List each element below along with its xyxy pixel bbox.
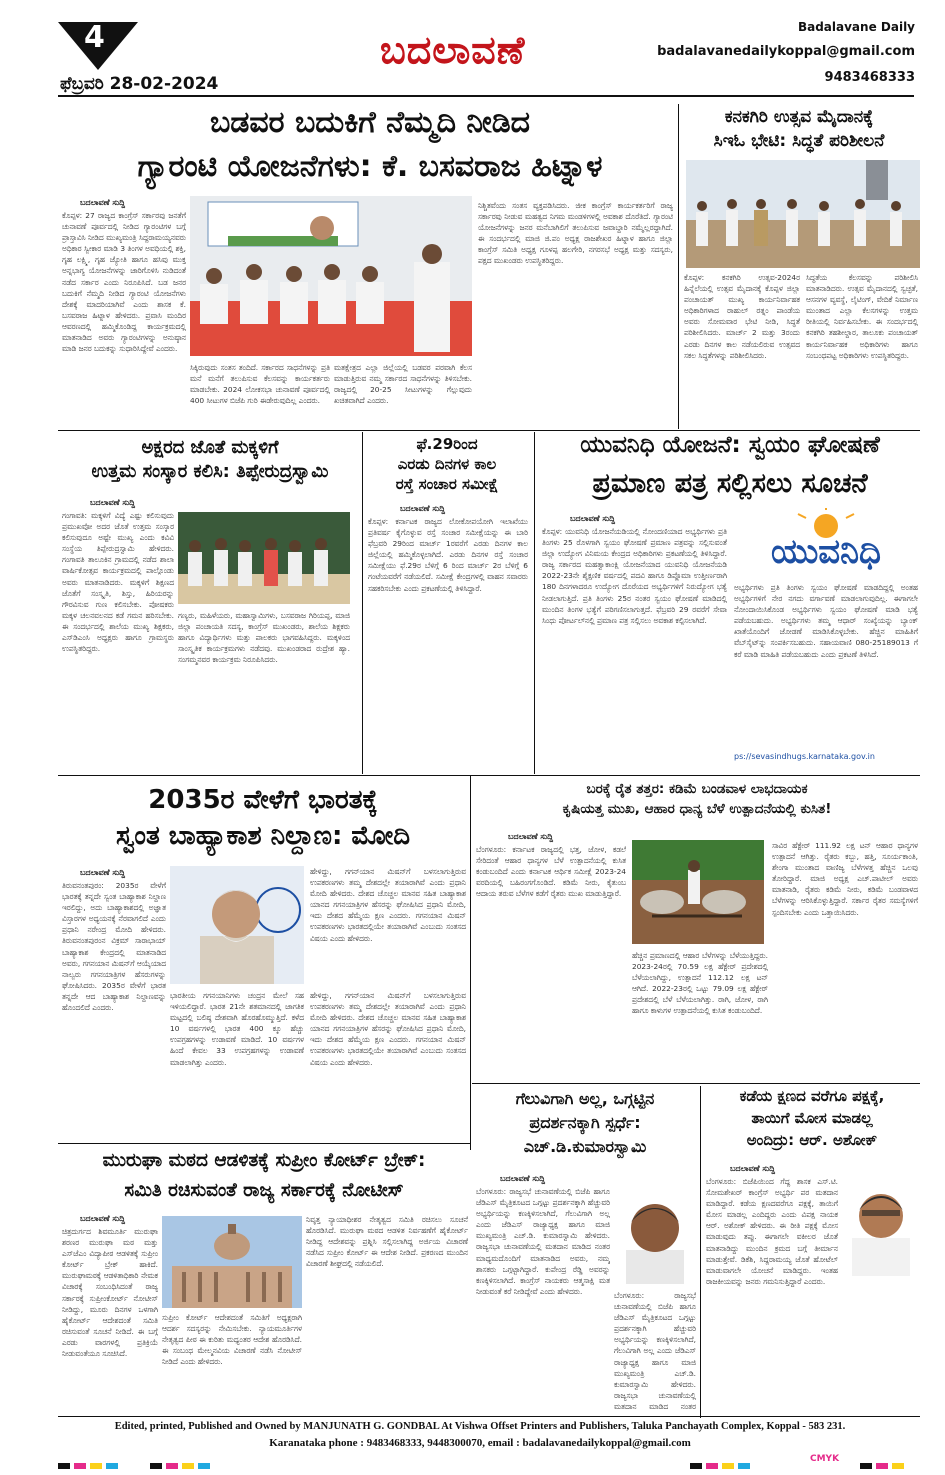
cmyk-label: CMYK <box>810 1454 840 1464</box>
farmer-photo <box>632 840 764 944</box>
akshara-photo <box>178 512 350 604</box>
guarantee-photo <box>190 196 472 356</box>
guarantee-col-4: ನಿಶ್ಚಿತವೆಂದು ಸಂತಸ ವ್ಯಕ್ತಪಡಿಸಿದರು. ಜೀಕ ಕಾಂಗ್ರೆಸ್ ಕಾರ್ಯಕರ್ತರಿಗೆ ರಾಜ್ಯ ಸರ್ಕಾರವು ನೀಡುವ ಮಹತ್ವದ ನಿಗಮ ಮಂಡಳಿಗಳಲ್ಲಿ ಅವಕಾಶ ದೊರೆತಿದೆ. ಗ್ಯಾರಂಟಿ ಯೋಜನೆಗಳನ್ನು ಜನರ ಮನೆಬಾಗಿಲಿಗೆ ತಲುಪಿಸುವ ಜವಾಬ್ದಾರಿ ನಮ್ಮೆಲ್ಲರದ್ದಾಗಿದೆ. ಈ ಸಂದರ್ಭದಲ್ಲಿ ಮಾಜಿ ಜಿ.ಪಂ ಅಧ್ಯಕ್ಷ ರಾಜಶೇಖರ ಹಿಟ್ನಾಳ ಹಾಗೂ ಜಿಲ್ಲಾ ಕಾಂಗ್ರೆಸ್ ಸಮಿತಿ ಅಧ್ಯಕ್ಷ ಗೂಳಪ್ಪ ಹಲಗೇರಿ, ನಗರಸಭೆ ಅಧ್ಯಕ್ಷ ಮತ್ತು ಸದಸ್ಯರು, ಪಕ್ಷದ ಮುಖಂಡರು ಉಪಸ್ಥಿತರಿದ್ದರು. <box>478 201 673 266</box>
footer-line-2: Karanataka phone : 9483468333, 9448300070, email : badalavanedailykoppal@gmail.com <box>269 1437 691 1449</box>
column-divider <box>534 432 535 774</box>
feb29-headline-1: ಫೆ.29ರಿಂದ <box>416 435 478 453</box>
section-rule-2 <box>58 775 920 776</box>
header-rule <box>58 95 914 97</box>
yuvanidhi-logo-text: ಯುವನಿಧಿ <box>771 532 881 572</box>
murugha-headline-1: ಮುರುಘಾ ಮಠದ ಆಡಳಿತಕ್ಕೆ ಸುಪ್ರೀಂ ಕೋರ್ಟ್ ಬ್ರೇಕ್: <box>102 1150 426 1171</box>
space-col-2: ಭಾರತೀಯ ಗಗನಯಾನಿಗಳು ಚಂದ್ರನ ಮೇಲೆ ಸಹ ಇಳಿಯಲಿದ್ದಾರೆ. ಭಾರತ 21ನೇ ಶತಮಾನದಲ್ಲಿ ಜಾಗತಿಕ ಮಟ್ಟದಲ್ಲಿ ಬಲಿಷ್ಠ ದೇಶವಾಗಿ ಹೊರಹೊಮ್ಮುತ್ತಿದೆ. ಕಳೆದ 10 ವರ್ಷಗಳಲ್ಲಿ ಭಾರತ 400 ಕ್ಕೂ ಹೆಚ್ಚು ಉಪಗ್ರಹಗಳನ್ನು ಉಡಾವಣೆ ಮಾಡಿದೆ. 10 ವರ್ಷಗಳ ಹಿಂದೆ ಕೇವಲ 33 ಉಪಗ್ರಹಗಳನ್ನು ಉಡಾವಣೆ ಮಾಡಲಾಗಿತ್ತು ಎಂದರು. <box>170 991 304 1067</box>
space-col-1: ತಿರುವನಂತಪುರಂ: 2035ರ ವೇಳೆಗೆ ಭಾರತಕ್ಕೆ ತನ್ನದೇ ಸ್ವಂತ ಬಾಹ್ಯಾಕಾಶ ನಿಲ್ದಾಣ ಇರಲಿದ್ದು, ಅದು ಬಾಹ್ಯಾಕಾಶದಲ್ಲಿ ಅಜ್ಞಾತ ವಿಸ್ತಾರಗಳ ಅಧ್ಯಯನಕ್ಕೆ ನೆರವಾಗಲಿದೆ ಎಂದು ಪ್ರಧಾನಿ ನರೇಂದ್ರ ಮೋದಿ ಹೇಳಿದರು. ತಿರುವನಂತಪುರಂನ ವಿಕ್ರಮ್ ಸಾರಾಭಾಯ್ ಬಾಹ್ಯಾಕಾಶ ಕೇಂದ್ರದಲ್ಲಿ ಮಾತನಾಡಿದ ಅವರು, ಗಗನಯಾನ ಮಿಷನ್‌ಗೆ ಆಯ್ಕೆಯಾದ ನಾಲ್ವರು ಗಗನಯಾತ್ರಿಗಳ ಹೆಸರುಗಳನ್ನು ಘೋಷಿಸಿದರು. 2035ರ ವೇಳೆಗೆ ಭಾರತ ತನ್ನದೇ ಆದ ಬಾಹ್ಯಾಕಾಶ ನಿಲ್ದಾಣವನ್ನು ಹೊಂದಲಿದೆ ಎಂದರು. <box>62 881 166 1013</box>
footer-rule <box>58 1416 920 1417</box>
kanakagiri-headline-1: ಕನಕಗಿರಿ ಉತ್ಸವ ಮೈದಾನಕ್ಕೆ <box>724 107 874 127</box>
yuvanidhi-url: ps://sevasindhugs.karnataka.gov.in <box>734 752 875 761</box>
masthead: ಬದಲಾವಣೆ <box>380 28 526 72</box>
section-rule-3 <box>472 1083 920 1084</box>
guarantee-byline: ಬದಲಾವಣೆ ಸುದ್ದಿ <box>80 198 126 207</box>
guarantee-headline-1: ಬಡವರ ಬದುಕಿಗೆ ನೆಮ್ಮದಿ ನೀಡಿದ <box>209 105 531 140</box>
space-col-3: ಹೇಳಿದ್ದು, ಗಗನ್‌ಯಾನ ಮಿಷನ್‌ಗೆ ಬಳಸಲಾಗುತ್ತಿರುವ ಉಪಕರಣಗಳು ತಮ್ಮ ದೇಶದಲ್ಲೇ ತಯಾರಾಗಿವೆ ಎಂದು ಪ್ರಧಾನಿ ಮೋದಿ ಹೇಳಿದರು. ದೇಶದ ಚೊಚ್ಚಲ ಮಾನವ ಸಹಿತ ಬಾಹ್ಯಾಕಾಶ ಯಾನದ ಗಗನಯಾತ್ರಿಗಳ ಹೆಸರನ್ನು ಘೋಷಿಸಿದ ಪ್ರಧಾನಿ ಮೋದಿ, ಇದು ದೇಶದ ಹೆಮ್ಮೆಯ ಕ್ಷಣ ಎಂದರು. ಗಗನಯಾನ ಮಿಷನ್ ಉಪಕರಣಗಳು ಭಾರತದಲ್ಲಿಯೇ ತಯಾರಾಗಿವೆ ಎಂಬುದು ಸಂತಸದ ವಿಷಯ ಎಂದು ಹೇಳಿದರು. <box>310 867 466 943</box>
column-divider <box>700 1086 701 1418</box>
hdk-col-2: ಬೆಂಗಳೂರು: ರಾಜ್ಯಸಭೆ ಚುನಾವಣೆಯಲ್ಲಿ ಬಿಜೆಪಿ ಹಾಗೂ ಜೆಡಿಎಸ್ ಮೈತ್ರಿಕೂಟದ ಒಗ್ಗಟ್ಟು ಪ್ರದರ್ಶನಕ್ಕಾಗಿ ಹೆಚ್ಚುವರಿ ಅಭ್ಯರ್ಥಿಯನ್ನು ಕಣಕ್ಕಿಳಿಸಲಾಗಿದೆ, ಗೆಲುವಿಗಾಗಿ ಅಲ್ಲ ಎಂದು ಜೆಡಿಎಸ್ ರಾಜ್ಯಾಧ್ಯಕ್ಷ ಹಾಗೂ ಮಾಜಿ ಮುಖ್ಯಮಂತ್ರಿ ಎಚ್.ಡಿ. ಕುಮಾರಸ್ವಾಮಿ ಹೇಳಿದರು. ರಾಜ್ಯಸಭಾ ಚುನಾವಣೆಯಲ್ಲಿ ಮತದಾನ ಮಾಡಿದ ನಂತರ <box>614 1291 696 1411</box>
guarantee-col-3: ಮತಕ್ಷೇತ್ರದ ಎಲ್ಲಾ ಜಿಲ್ಲೆಯಲ್ಲಿ ಬಡವರ ಪರವಾಗಿ ಕೆಲಸ ಮಾಡುತ್ತಿರುವ ನಮ್ಮ ಸರ್ಕಾರದ ಸಾಧನೆಗಳನ್ನು ತಿಳಿಸಬೇಕು. ರಾಜ್ಯದಲ್ಲಿ 20-25 ಸೀಟುಗಳನ್ನು ಗೆಲ್ಲುವುದು ಖಚಿತವಾಗಿದೆ ಎಂದರು. <box>334 363 472 406</box>
kanakagiri-photo <box>686 160 920 268</box>
hdk-headline-2: ಪ್ರದರ್ಶನಕ್ಕಾಗಿ ಸ್ಪರ್ಧೆ: <box>529 1113 641 1132</box>
ashok-headline-2: ತಾಯಿಗೆ ಮೋಸ ಮಾಡಲ್ಲ <box>751 1109 873 1127</box>
page-number: 4 <box>84 20 105 55</box>
yuvanidhi-col-2: ಅಭ್ಯರ್ಥಿಗಳು ಪ್ರತಿ ತಿಂಗಳು ಸ್ವಯಂ ಘೋಷಣೆ ಮಾಡದಿದ್ದಲ್ಲಿ ಅಂತಹ ಅಭ್ಯರ್ಥಿಗಳಿಗೆ ನೇರ ನಗದು ವರ್ಗಾವಣೆ ಮಾಡಲಾಗುವುದಿಲ್ಲ. ಈಗಾಗಲೇ ನೋಂದಾಯಿಸಿಕೊಂಡ ಅಭ್ಯರ್ಥಿಗಳು ಸ್ವಯಂ ಘೋಷಣೆ ಮಾಡಿ ಭತ್ಯೆ ಪಡೆಯಬಹುದು. ಅಭ್ಯರ್ಥಿಗಳು ತಮ್ಮ ಆಧಾರ್ ಸಂಖ್ಯೆಯನ್ನು ಬ್ಯಾಂಕ್ ಖಾತೆಯೊಂದಿಗೆ ಜೋಡಣೆ ಮಾಡಿಸಿಕೊಳ್ಳಬೇಕು. ಹೆಚ್ಚಿನ ಮಾಹಿತಿಗೆ ವೆಬ್‌ಸೈಟ್‌ನ್ನು ಸಂಪರ್ಕಿಸಬಹುದು. ಸಹಾಯವಾಣಿ 080-25189013 ಗೆ ಕರೆ ಮಾಡಿ ಮಾಹಿತಿ ಪಡೆಯಬಹುದು ಎಂದು ಪ್ರಕಟಣೆ ತಿಳಿಸಿದೆ. <box>734 583 918 659</box>
murugha-col-2: ಸುಪ್ರೀಂ ಕೋರ್ಟ್ ಆದೇಶದಂತೆ ಸಮಿತಿಗೆ ಅಧ್ಯಕ್ಷರಾಗಿ ಆದರ್ಶ ಸದಸ್ಯರನ್ನು ನೇಮಿಸಬೇಕು. ನ್ಯಾಯಮೂರ್ತಿಗಳ ನೇತೃತ್ವದ ಪೀಠ ಈ ಕುರಿತು ಮಧ್ಯಂತರ ಆದೇಶ ಹೊರಡಿಸಿದೆ. ಈ ಸಂಬಂಧ ಮೇಲ್ಮನವಿಯ ವಿಚಾರಣೆ ನಡೆಸಿ ನೋಟೀಸ್ ನೀಡಿದೆ ಎಂದು ಹೇಳಿದರು. <box>162 1313 302 1367</box>
column-divider <box>678 104 679 429</box>
murugha-headline-2: ಸಮಿತಿ ರಚಿಸುವಂತೆ ರಾಜ್ಯ ಸರ್ಕಾರಕ್ಕೆ ನೋಟೀಸ್ <box>124 1180 404 1201</box>
yuvanidhi-headline-2: ಪ್ರಮಾಣ ಪತ್ರ ಸಲ್ಲಿಸಲು ಸೂಚನೆ <box>592 468 868 499</box>
drought-col-3: ಸಾವಿರ ಹೆಕ್ಟೇರ್ 111.92 ಲಕ್ಷ ಟನ್ ಆಹಾರ ಧಾನ್ಯಗಳ ಉತ್ಪಾದನೆ ಆಗಿತ್ತು. ರೈತರು ಕಬ್ಬು, ಹತ್ತಿ, ಸೂರ್ಯಕಾಂತಿ, ಶೇಂಗಾ ಮುಂತಾದ ವಾಣಿಜ್ಯ ಬೆಳೆಗಳತ್ತ ಹೆಚ್ಚಿನ ಒಲವು ತೋರಿದ್ದಾರೆ. ಮಾಜಿ ಅಧ್ಯಕ್ಷ ಎಚ್.ಪಾಟೀಲ್ ಅವರು ಮಾತನಾಡಿ, ರೈತರು ಕಡಿಮೆ ನೀರು, ಕಡಿಮೆ ಬಂಡವಾಳದ ಬೆಳೆಗಳನ್ನು ಆರಿಸಿಕೊಳ್ಳುತ್ತಿದ್ದಾರೆ. ಸರ್ಕಾರ ರೈತರ ಸಮಸ್ಯೆಗಳಿಗೆ ಸ್ಪಂದಿಸಬೇಕು ಎಂದು ಒತ್ತಾಯಿಸಿದರು. <box>772 841 918 917</box>
supreme-court-photo <box>162 1216 302 1308</box>
issue-date: ಫೆಬ್ರವರಿ 28-02-2024 <box>60 74 219 94</box>
hdk-headline-1: ಗೆಲುವಿಗಾಗಿ ಅಲ್ಲ, ಒಗ್ಗಟ್ಟಿನ <box>515 1089 655 1108</box>
column-divider <box>470 776 471 1150</box>
hdk-photo <box>614 1186 696 1284</box>
feb29-col-1: ಕೊಪ್ಪಳ: ಕರ್ನಾಟಕ ರಾಜ್ಯದ ಲೋಕೋಪಯೋಗಿ ಇಲಾಖೆಯು ಪ್ರತಿವರ್ಷ ಕೈಗೊಳ್ಳುವ ರಸ್ತೆ ಸಂಚಾರ ಸಮೀಕ್ಷೆಯನ್ನು ಈ ಬಾರಿ ಫೆಬ್ರವರಿ 29ರಿಂದ ಮಾರ್ಚ್ 1ರವರೆಗೆ ಎರಡು ದಿನಗಳ ಕಾಲ ಜಿಲ್ಲೆಯಲ್ಲಿ ಹಮ್ಮಿಕೊಳ್ಳಲಾಗಿದೆ. ಎರಡು ದಿನಗಳ ರಸ್ತೆ ಸಂಚಾರ ಸಮೀಕ್ಷೆಯು ಫೆ.29ರ ಬೆಳಿಗ್ಗೆ 6 ರಿಂದ ಮಾರ್ಚ್ 2ರ ಬೆಳಿಗ್ಗೆ 6 ಗಂಟೆಯವರೆಗೆ ನಡೆಯಲಿದೆ. ಸಮೀಕ್ಷೆ ಕೇಂದ್ರಗಳಲ್ಲಿ ವಾಹನ ಸವಾರರು ಸಹಕರಿಸಬೇಕು ಎಂದು ಪ್ರಕಟಣೆಯಲ್ಲಿ ತಿಳಿಸಿದ್ದಾರೆ. <box>368 517 528 593</box>
space-col-3b: ಹೇಳಿದ್ದು, ಗಗನ್‌ಯಾನ ಮಿಷನ್‌ಗೆ ಬಳಸಲಾಗುತ್ತಿರುವ ಉಪಕರಣಗಳು ತಮ್ಮ ದೇಶದಲ್ಲೇ ತಯಾರಾಗಿವೆ ಎಂದು ಪ್ರಧಾನಿ ಮೋದಿ ಹೇಳಿದರು. ದೇಶದ ಚೊಚ್ಚಲ ಮಾನವ ಸಹಿತ ಬಾಹ್ಯಾಕಾಶ ಯಾನದ ಗಗನಯಾತ್ರಿಗಳ ಹೆಸರನ್ನು ಘೋಷಿಸಿದ ಪ್ರಧಾನಿ ಮೋದಿ, ಇದು ದೇಶದ ಹೆಮ್ಮೆಯ ಕ್ಷಣ ಎಂದರು. ಗಗನಯಾನ ಮಿಷನ್ ಉಪಕರಣಗಳು ಭಾರತದಲ್ಲಿಯೇ ತಯಾರಾಗಿವೆ ಎಂಬುದು ಸಂತಸದ ವಿಷಯ ಎಂದು ಹೇಳಿದರು. <box>310 991 466 1067</box>
space-headline-2: ಸ್ವಂತ ಬಾಹ್ಯಾಕಾಶ ನಿಲ್ದಾಣ: ಮೋದಿ <box>115 821 411 851</box>
akshara-col-2: ಗಣ್ಯರು, ಮಹಿಳೆಯರು, ಮಹಾಸ್ವಾಮಿಗಳು, ಬಸವರಾಜ ಗಿರಿಯಪ್ಪ, ಮಾಜಿ ಜಿಲ್ಲಾ ಪಂಚಾಯತಿ ಸದಸ್ಯ, ಕಾಂಗ್ರೆಸ್ ಮುಖಂಡರು, ಶಾಲೆಯ ಶಿಕ್ಷಕರು ಹಾಗೂ ವಿದ್ಯಾರ್ಥಿಗಳು ಮತ್ತು ಪಾಲಕರು ಭಾಗವಹಿಸಿದ್ದರು. ಮಕ್ಕಳಿಂದ ಸಾಂಸ್ಕೃತಿಕ ಕಾರ್ಯಕ್ರಮಗಳು ನಡೆದವು. ಮುಖಂಡರಾದ ರುದ್ರೇಶ ಹ್ಯಾ. ಸಂಗಮ್ಮನವರ ಕಾರ್ಯಕ್ರಮ ನಿರೂಪಿಸಿದರು. <box>178 611 350 665</box>
ashok-photo <box>842 1176 920 1276</box>
akshara-headline-1: ಅಕ್ಷರದ ಜೊತೆ ಮಕ್ಕಳಿಗೆ <box>141 437 279 458</box>
murugha-col-1: ಚಿತ್ರದುರ್ಗದ ಶಿವಮೂರ್ತಿ ಮುರುಘಾ ಶರಣರ ಮುರುಘಾ ಮಠ ಮತ್ತು ಎಸ್‌ಜೆಎಂ ವಿದ್ಯಾಪೀಠ ಆಡಳಿತಕ್ಕೆ ಸುಪ್ರೀಂ ಕೋರ್ಟ್ ಬ್ರೇಕ್ ಹಾಕಿದೆ. ಮುರುಘಾಮಠಕ್ಕೆ ಆಡಳಿತಾಧಿಕಾರಿ ನೇಮಕ ವಿಚಾರಕ್ಕೆ ಸಂಬಂಧಿಸಿದಂತೆ ರಾಜ್ಯ ಸರ್ಕಾರಕ್ಕೆ ಸುಪ್ರೀಂಕೋರ್ಟ್ ನೋಟೀಸ್ ನೀಡಿದ್ದು, ಮೂರು ದಿನಗಳ ಒಳಗಾಗಿ ಹೈಕೋರ್ಟ್ ಆದೇಶದಂತೆ ಸಮಿತಿ ರಚಿಸುವಂತೆ ಸೂಚನೆ ನೀಡಿದೆ. ಈ ಬಗ್ಗೆ ಎರಡು ವಾರಗಳಲ್ಲಿ ಪ್ರತಿಕ್ರಿಯೆ ನೀಡುವಂತೆಯೂ ಸೂಚಿಸಿದೆ. <box>62 1227 158 1359</box>
ashok-headline-1: ಕಡೆಯ ಕ್ಷಣದ ವರೆಗೂ ಪಕ್ಷಕ್ಕೆ, <box>739 1087 885 1105</box>
header-email: badalavanedailykoppal@gmail.com <box>657 44 915 59</box>
yuvanidhi-byline: ಬದಲಾವಣೆ ಸುದ್ದಿ <box>570 514 616 523</box>
kanakagiri-headline-2: ಸಿಇಓ ಭೇಟಿ: ಸಿದ್ಧತೆ ಪರಿಶೀಲನೆ <box>713 131 885 151</box>
feb29-byline: ಬದಲಾವಣೆ ಸುದ್ದಿ <box>400 504 446 513</box>
murugha-col-3: ನಿವೃತ್ತ ನ್ಯಾಯಾಧೀಶರ ನೇತೃತ್ವದ ಸಮಿತಿ ರಚಿಸಲು ಸೂಚನೆ ಹೊರಡಿಸಿದೆ. ಮುರುಘಾ ಮಠದ ಆಡಳಿತ ನಿರ್ವಹಣೆಗೆ ಹೈಕೋರ್ಟ್ ನೀಡಿದ್ದ ಆದೇಶವನ್ನು ಪ್ರಶ್ನಿಸಿ ಸಲ್ಲಿಸಲಾಗಿದ್ದ ಅರ್ಜಿಯ ವಿಚಾರಣೆ ನಡೆಸಿದ ಸುಪ್ರೀಂ ಕೋರ್ಟ್ ಈ ಆದೇಶ ನೀಡಿದೆ. ಪ್ರಕರಣದ ಮುಂದಿನ ವಿಚಾರಣೆ ಶೀಘ್ರದಲ್ಲಿ ನಡೆಯಲಿದೆ. <box>306 1215 468 1269</box>
kanakagiri-col-1: ಕೊಪ್ಪಳ: ಕನಕಗಿರಿ ಉತ್ಸವ-2024ರ ಹಿನ್ನೆಲೆಯಲ್ಲಿ ಉತ್ಸವ ಮೈದಾನಕ್ಕೆ ಕೊಪ್ಪಳ ಜಿಲ್ಲಾ ಪಂಚಾಯತ್ ಮುಖ್ಯ ಕಾರ್ಯನಿರ್ವಾಹಕ ಅಧಿಕಾರಿಗಳಾದ ರಾಹುಲ್ ರತ್ನಂ ಪಾಂಡೆಯ ಅವರು ಸೋಮವಾರ ಭೇಟಿ ನೀಡಿ, ಸಿದ್ಧತೆ ಪರಿಶೀಲಿಸಿದರು. ಮಾರ್ಚ್ 2 ಮತ್ತು 3ರಂದು ಎರಡು ದಿನಗಳ ಕಾಲ ನಡೆಯಲಿರುವ ಉತ್ಸವದ ಸಕಲ ಸಿದ್ಧತೆಗಳನ್ನು ಪರಿಶೀಲಿಸಿದರು. <box>684 273 800 360</box>
drought-col-1: ಬೆಂಗಳೂರು: ಕರ್ನಾಟಕ ರಾಜ್ಯದಲ್ಲಿ ಭತ್ತ, ಜೋಳ, ಕಡಲೆ ಸೇರಿದಂತೆ ಆಹಾರ ಧಾನ್ಯಗಳ ಬೆಳೆ ಉತ್ಪಾದನೆಯಲ್ಲಿ ಕುಸಿತ ಕಂಡುಬಂದಿದೆ ಎಂದು ಕರ್ನಾಟಕ ಆರ್ಥಿಕ ಸಮೀಕ್ಷೆ 2023-24 ವರದಿಯಲ್ಲಿ ಬಹಿರಂಗಗೊಂಡಿದೆ. ಕಡಿಮೆ ನೀರು, ಕೈತುಂಬ ಆದಾಯ ತರುವ ಬೆಳೆಗಳ ಕಡೆಗೆ ರೈತರು ಮುಖ ಮಾಡುತ್ತಿದ್ದಾರೆ. <box>476 845 626 899</box>
column-divider <box>362 432 363 774</box>
guarantee-headline-2: ಗ್ಯಾರಂಟಿ ಯೋಜನೆಗಳು: ಕೆ. ಬಸವರಾಜ ಹಿಟ್ನಾಳ <box>137 149 603 184</box>
murugha-byline: ಬದಲಾವಣೆ ಸುದ್ದಿ <box>80 1214 126 1223</box>
ashok-byline: ಬದಲಾವಣೆ ಸುದ್ದಿ <box>730 1164 776 1173</box>
guarantee-col-2: ಸಿಕ್ಕಿರುವುದು ಸಂತಸ ತಂದಿದೆ. ಸರ್ಕಾರದ ಸಾಧನೆಗಳನ್ನು ಪ್ರತಿ ಮನೆ ಮನೆಗೆ ತಲುಪಿಸುವ ಕೆಲಸವನ್ನು ಕಾರ್ಯಕರ್ತರು ಮಾಡಬೇಕು. 2024 ಲೋಕಸಭಾ ಚುನಾವಣೆ ಪೂರ್ವದಲ್ಲಿ 400 ಸೀಟುಗಳ ಬಿಜೆಪಿ ಗುರಿ ಈಡೇರುವುದಿಲ್ಲ ಎಂದರು. <box>190 363 330 406</box>
hdk-byline: ಬದಲಾವಣೆ ಸುದ್ದಿ <box>500 1174 546 1183</box>
yuvanidhi-headline-1: ಯುವನಿಧಿ ಯೋಜನೆ: ಸ್ವಯಂ ಘೋಷಣೆ <box>580 432 880 458</box>
akshara-headline-2: ಉತ್ತಮ ಸಂಸ್ಕಾರ ಕಲಿಸಿ: ತಿಪ್ಪೇರುದ್ರಸ್ವಾಮಿ <box>91 461 329 482</box>
color-registration-strip <box>0 1456 945 1466</box>
space-byline: ಬದಲಾವಣೆ ಸುದ್ದಿ <box>80 868 126 877</box>
paper-name: Badalavane Daily <box>797 20 915 34</box>
hdk-headline-3: ಎಚ್.ಡಿ.ಕುಮಾರಸ್ವಾಮಿ <box>523 1137 647 1156</box>
kanakagiri-col-2: ಸಿದ್ಧತೆಯ ಕೆಲಸವನ್ನು ಪರಿಶೀಲಿಸಿ ಮಾತನಾಡಿದರು. ಉತ್ಸವ ಮೈದಾನದಲ್ಲಿ ಸ್ವಚ್ಛತೆ, ಆಸನಗಳ ವ್ಯವಸ್ಥೆ, ಲೈಟಿಂಗ್, ವೇದಿಕೆ ನಿರ್ಮಾಣ ಮುಂತಾದ ಎಲ್ಲಾ ಕೆಲಸಗಳನ್ನು ಉತ್ತಮ ರೀತಿಯಲ್ಲಿ ನಿರ್ವಹಿಸಬೇಕು. ಈ ಸಂದರ್ಭದಲ್ಲಿ ಕನಕಗಿರಿ ತಹಶೀಲ್ದಾರ, ತಾಲೂಕು ಪಂಚಾಯತ್ ಕಾರ್ಯನಿರ್ವಾಹಕ ಅಧಿಕಾರಿಗಳು ಹಾಗೂ ಸಂಬಂಧಪಟ್ಟ ಅಧಿಕಾರಿಗಳು ಉಪಸ್ಥಿತರಿದ್ದರು. <box>806 273 918 360</box>
section-rule-4 <box>58 1143 470 1144</box>
drought-headline-2: ಕೃಷಿಯತ್ತ ಮುಖ, ಆಹಾರ ಧಾನ್ಯ ಬೆಳೆ ಉತ್ಪಾದನೆಯಲ್ಲಿ ಕುಸಿತ! <box>562 801 832 817</box>
drought-col-2: ಹೆಚ್ಚಿನ ಪ್ರಮಾಣದಲ್ಲಿ ಆಹಾರ ಬೆಳೆಗಳನ್ನು ಬೆಳೆಯುತ್ತಿದ್ದರು. 2023-24ರಲ್ಲಿ 70.59 ಲಕ್ಷ ಹೆಕ್ಟೇರ್ ಪ್ರದೇಶದಲ್ಲಿ ಬೆಳೆಯಲಾಗಿದ್ದು, ಉತ್ಪಾದನೆ 112.12 ಲಕ್ಷ ಟನ್ ಆಗಿದೆ. 2022-23ರಲ್ಲಿ ಒಟ್ಟು 79.09 ಲಕ್ಷ ಹೆಕ್ಟೇರ್ ಪ್ರದೇಶದಲ್ಲಿ ಬೆಳೆ ಬೆಳೆಯಲಾಗಿತ್ತು. ರಾಗಿ, ಜೋಳ, ರಾಗಿ ಹಾಗೂ ಕಾಳುಗಳ ಉತ್ಪಾದನೆಯಲ್ಲಿ ಕುಸಿತ ಕಂಡುಬಂದಿದೆ. <box>632 951 768 1016</box>
modi-photo <box>170 866 304 984</box>
hdk-col-1: ಬೆಂಗಳೂರು: ರಾಜ್ಯಸಭೆ ಚುನಾವಣೆಯಲ್ಲಿ ಬಿಜೆಪಿ ಹಾಗೂ ಜೆಡಿಎಸ್ ಮೈತ್ರಿಕೂಟದ ಒಗ್ಗಟ್ಟು ಪ್ರದರ್ಶನಕ್ಕಾಗಿ ಹೆಚ್ಚುವರಿ ಅಭ್ಯರ್ಥಿಯನ್ನು ಕಣಕ್ಕಿಳಿಸಲಾಗಿದೆ, ಗೆಲುವಿಗಾಗಿ ಅಲ್ಲ ಎಂದು ಜೆಡಿಎಸ್ ರಾಜ್ಯಾಧ್ಯಕ್ಷ ಹಾಗೂ ಮಾಜಿ ಮುಖ್ಯಮಂತ್ರಿ ಎಚ್.ಡಿ. ಕುಮಾರಸ್ವಾಮಿ ಹೇಳಿದರು. ರಾಜ್ಯಸಭಾ ಚುನಾವಣೆಯಲ್ಲಿ ಮತದಾನ ಮಾಡಿದ ನಂತರ ಮಾಧ್ಯಮದೊಂದಿಗೆ ಮಾತನಾಡಿದ ಅವರು, ನಮ್ಮ ಶಾಸಕರು ಒಗ್ಗಟ್ಟಾಗಿದ್ದಾರೆ. ಕುಪೇಂದ್ರ ರೆಡ್ಡಿ ಅವರನ್ನು ಕಣಕ್ಕಿಳಿಸಲಾಗಿದೆ. ಕಾಂಗ್ರೆಸ್ ನಾಯಕರು ಆತ್ಮಸಾಕ್ಷಿ ಮತ ನೀಡುವಂತೆ ಕರೆ ನೀಡಿದ್ದೇವೆ ಎಂದು ಹೇಳಿದರು. <box>476 1187 610 1296</box>
akshara-col-1: ಗಂಗಾವತಿ: ಮಕ್ಕಳಿಗೆ ವಿದ್ಯೆ ಎಷ್ಟು ಕಲಿಸುವುದು ಪ್ರಮುಖವೋ ಅದರ ಜೊತೆ ಉತ್ತಮ ಸಂಸ್ಕಾರ ಕಲಿಸುವುದೂ ಅಷ್ಟೇ ಮುಖ್ಯ ಎಂದು ಕವಿವಿ ಸಂಸ್ಥೆಯ ತಿಪ್ಪೇರುದ್ರಸ್ವಾಮಿ ಹೇಳಿದರು. ಗಂಗಾವತಿ ತಾಲೂಕಿನ ಗ್ರಾಮದಲ್ಲಿ ನಡೆದ ಶಾಲಾ ವಾರ್ಷಿಕೋತ್ಸವ ಕಾರ್ಯಕ್ರಮದಲ್ಲಿ ಪಾಲ್ಗೊಂಡು ಅವರು ಮಾತನಾಡಿದರು. ಮಕ್ಕಳಿಗೆ ಶಿಕ್ಷಣದ ಜೊತೆಗೆ ಸಂಸ್ಕೃತಿ, ಶಿಸ್ತು, ಹಿರಿಯರನ್ನು ಗೌರವಿಸುವ ಗುಣ ಕಲಿಸಬೇಕು. ಪೋಷಕರು ಮಕ್ಕಳ ಚಲನವಲನದ ಕಡೆ ಗಮನ ಹರಿಸಬೇಕು. ಈ ಸಂದರ್ಭದಲ್ಲಿ ಶಾಲೆಯ ಮುಖ್ಯ ಶಿಕ್ಷಕರು, ಎಸ್‌ಡಿಎಂಸಿ ಅಧ್ಯಕ್ಷರು ಹಾಗೂ ಗ್ರಾಮಸ್ಥರು ಉಪಸ್ಥಿತರಿದ್ದರು. <box>62 511 174 654</box>
feb29-headline-2: ಎರಡು ದಿನಗಳ ಕಾಲ <box>397 455 497 473</box>
yuvanidhi-logo <box>734 508 918 578</box>
ashok-headline-3: ಅಂದಿದ್ರು: ಆರ್. ಅಶೋಕ್ <box>746 1131 878 1149</box>
page-number-badge <box>58 22 138 72</box>
space-headline-1: 2035ರ ವೇಳೆಗೆ ಭಾರತಕ್ಕೆ <box>148 785 378 815</box>
feb29-headline-3: ರಸ್ತೆ ಸಂಚಾರ ಸಮೀಕ್ಷೆ <box>395 475 499 493</box>
drought-byline: ಬದಲಾವಣೆ ಸುದ್ದಿ <box>508 832 554 841</box>
footer-line-1: Edited, printed, Published and Owned by MANJUNATH G. GONDBAL At Vishwa Offset Printers and Publishers, Taluka Panchayath Complex, Koppal - 583 231. <box>114 1421 846 1432</box>
akshara-byline: ಬದಲಾವಣೆ ಸುದ್ದಿ <box>90 498 136 507</box>
ashok-col-1: ಬೆಂಗಳೂರು: ಬಿಜೆಪಿಯಿಂದ ಗೆದ್ದ ಶಾಸಕ ಎಸ್.ಟಿ. ಸೋಮಶೇಖರ್ ಕಾಂಗ್ರೆಸ್ ಅಭ್ಯರ್ಥಿ ಪರ ಮತದಾನ ಮಾಡಿದ್ದಾರೆ. ಕಡೆಯ ಕ್ಷಣದವರೆಗೂ ಪಕ್ಷಕ್ಕೆ, ತಾಯಿಗೆ ಮೋಸ ಮಾಡಲ್ಲ ಎಂದಿದ್ದರು ಎಂದು ವಿಪಕ್ಷ ನಾಯಕ ಆರ್. ಅಶೋಕ್ ಹೇಳಿದರು. ಈ ರೀತಿ ಪಕ್ಷಕ್ಕೆ ಮೋಸ ಮಾಡುವುದು ತಪ್ಪು. ಈಗಾಗಲೇ ವಕೀಲರ ಜೊತೆ ಮಾತನಾಡಿದ್ದು ಮುಂದಿನ ಕ್ರಮದ ಬಗ್ಗೆ ತೀರ್ಮಾನ ಮಾಡುತ್ತೇವೆ. ಡಿಕೆಶಿ, ಸಿದ್ದರಾಮಯ್ಯ ಜೊತೆ ಹೋಟೆಲ್ ಮಾಡುವಾಗಲೇ ಯೋಚನೆ ಮಾಡಿದ್ದರು. ಇಂತಹ ರಾಜಕೀಯವನ್ನು ಜನರು ಗಮನಿಸುತ್ತಿದ್ದಾರೆ ಎಂದರು. <box>706 1177 838 1286</box>
yuvanidhi-col-1: ಕೊಪ್ಪಳ: ಯುವನಿಧಿ ಯೋಜನೆಯಡಿಯಲ್ಲಿ ನೋಂದಣಿಯಾದ ಅಭ್ಯರ್ಥಿಗಳು ಪ್ರತಿ ತಿಂಗಳು 25 ರೊಳಗಾಗಿ ಸ್ವಯಂ ಘೋಷಣೆ ಪ್ರಮಾಣ ಪತ್ರವನ್ನು ಸಲ್ಲಿಸುವಂತೆ ಜಿಲ್ಲಾ ಉದ್ಯೋಗ ವಿನಿಮಯ ಕೇಂದ್ರದ ಅಧಿಕಾರಿಗಳು ಪ್ರಕಟಣೆಯಲ್ಲಿ ತಿಳಿಸಿದ್ದಾರೆ. ರಾಜ್ಯ ಸರ್ಕಾರದ ಮಹತ್ವಾಕಾಂಕ್ಷಿ ಯೋಜನೆಯಾದ ಯುವನಿಧಿ ಯೋಜನೆಯಡಿ 2022-23ನೇ ಶೈಕ್ಷಣಿಕ ವರ್ಷದಲ್ಲಿ ಪದವಿ ಹಾಗೂ ಡಿಪ್ಲೊಮಾ ಉತ್ತೀರ್ಣರಾಗಿ 180 ದಿನಗಳಾದರೂ ಉದ್ಯೋಗ ದೊರೆಯದ ಅಭ್ಯರ್ಥಿಗಳಿಗೆ ನಿರುದ್ಯೋಗ ಭತ್ಯೆ ನೀಡಲಾಗುತ್ತಿದೆ. ಪ್ರತಿ ತಿಂಗಳು 25ರ ನಂತರ ಸ್ವಯಂ ಘೋಷಣೆ ಮಾಡಿದಲ್ಲಿ ಮುಂದಿನ ತಿಂಗಳ ಭತ್ಯೆಗೆ ಪರಿಗಣಿಸಲಾಗುತ್ತದೆ. ಫೆಬ್ರವರಿ 29 ರವರೆಗೆ ಸೇವಾ ಸಿಂಧು ಪೋರ್ಟಲ್‌ನಲ್ಲಿ ಪ್ರಮಾಣ ಪತ್ರ ಸಲ್ಲಿಸಲು ಅವಕಾಶ ಕಲ್ಪಿಸಲಾಗಿದೆ. <box>542 527 727 625</box>
guarantee-col-1: ಕೊಪ್ಪಳ: 27 ರಾಜ್ಯದ ಕಾಂಗ್ರೆಸ್ ಸರ್ಕಾರವು ಜನತೆಗೆ ಚುನಾವಣೆ ಪೂರ್ವದಲ್ಲಿ ನೀಡಿದ ಗ್ಯಾರಂಟಿಗಳ ಬಗ್ಗೆ ಪ್ರಾಸ್ತಾವಿಸಿ ನೀಡಿದ ಮುಖ್ಯಮಂತ್ರಿ ಸಿದ್ದರಾಮಯ್ಯನವರು ಅಧಿಕಾರ ಸ್ವೀಕಾರ ಮಾಡಿ 3 ತಿಂಗಳ ಅವಧಿಯಲ್ಲಿ ಶಕ್ತಿ, ಗೃಹ ಲಕ್ಷ್ಮಿ, ಗೃಹ ಜ್ಯೋತಿ ಹಾಗೂ ಹಸಿವು ಮುಕ್ತ ಅನ್ನಭಾಗ್ಯ ಯೋಜನೆಗಳನ್ನು ಜಾರಿಗೊಳಿಸಿ ನುಡಿದಂತೆ ನಡೆದ ಸರ್ಕಾರ ಎಂದು ನಿರೂಪಿಸಿದೆ. ಬಡ ಜನರ ಬದುಕಿಗೆ ನೆಮ್ಮದಿ ನೀಡಿದ ಗ್ಯಾರಂಟಿ ಯೋಜನೆಗಳು ದೇಶಕ್ಕೆ ಮಾದರಿಯಾಗಿವೆ ಎಂದು ಶಾಸಕ ಕೆ. ಬಸವರಾಜ ಹಿಟ್ನಾಳ ಹೇಳಿದರು. ಪ್ರವಾಸಿ ಮಂದಿರ ಆವರಣದಲ್ಲಿ ಹಮ್ಮಿಕೊಂಡಿದ್ದ ಕಾರ್ಯಕ್ರಮದಲ್ಲಿ ಮಾತನಾಡಿದ ಅವರು ಗ್ಯಾರಂಟಿಗಳನ್ನು ಅನುಷ್ಠಾನ ಮಾಡಿ ಜನರ ಬದುಕನ್ನು ಸುಧಾರಿಸಿದ್ದೇವೆ ಎಂದರು. <box>62 211 186 354</box>
drought-headline-1: ಬರಕ್ಕೆ ರೈತ ತತ್ತರ: ಕಡಿಮೆ ಬಂಡವಾಳ ಲಾಭದಾಯಕ <box>586 781 808 797</box>
header-phone: 9483468333 <box>824 70 915 85</box>
